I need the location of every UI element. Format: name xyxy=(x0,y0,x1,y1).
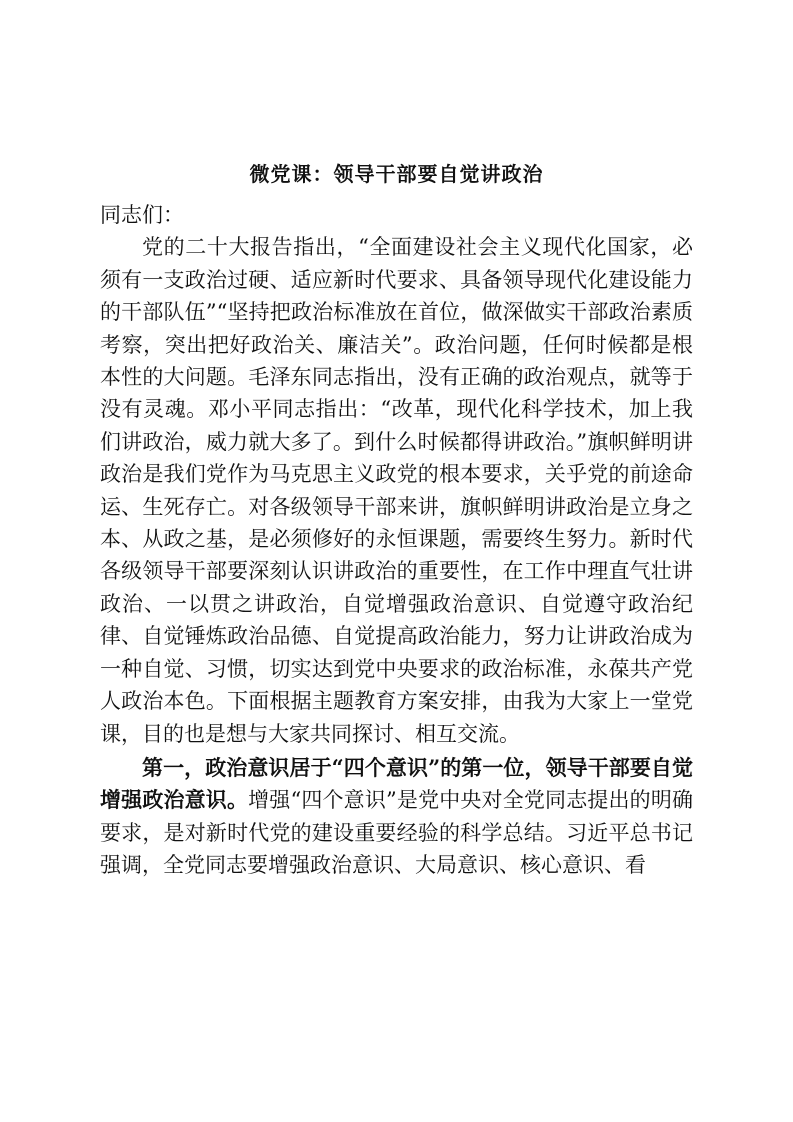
paragraph-point-one-text: 增强“四个意识”是党中央对全党同志提出的明确要求，是对新时代党的建设重要经验的科学总结。习近平总书记强调，全党同志要增强政治意识、大局意识、核心意识、看 xyxy=(100,788,693,878)
document-title: 微党课：领导干部要自觉讲政治 xyxy=(249,162,544,186)
paragraph-intro-text: 党的二十大报告指出，“全面建设社会主义现代化国家，必须有一支政治过硬、适应新时代要求、具备领导现代化建设能力的干部队伍”“坚持把政治标准放在首位，做深做实干部政治素质考察，突出把好政治关、廉洁关”。政治问题，任何时候都是根本性的大问题。毛泽东同志指出，没有正确的政治观点，就等于没有灵魂。邓小平同志指出：“改革，现代化科学技术，加上我们讲政治，威力就大多了。到什么时候都得讲政治。”旗帜鲜明讲政治是我们党作为马克思主义政党的根本要求，关乎党的前途命运、生死存亡。对各级领导干部来讲，旗帜鲜明讲政治是立身之本、从政之基，是必须修好的永恒课题，需要终生努力。新时代各级领导干部要深刻认识讲政治的重要性，在工作中理直气壮讲政治、一以贯之讲政治，自觉增强政治意识、自觉遵守政治纪律、自觉锤炼政治品德、自觉提高政治能力，努力让讲政治成为一种自觉、习惯，切实达到党中央要求的政治标准，永葆共产党人政治本色。下面根据主题教育方案安排，由我为大家上一堂党课，目的也是想与大家共同探讨、相互交流。 xyxy=(100,235,693,746)
paragraph-point-one-lead: 第一，政治意识居于“四个意识”的第一位，领导干部要自觉增强政治意识。 xyxy=(100,754,693,813)
salutation: 同志们： xyxy=(100,203,184,227)
paragraph-intro xyxy=(100,231,693,750)
paragraph-point-one xyxy=(100,752,693,882)
document-body xyxy=(100,199,693,882)
